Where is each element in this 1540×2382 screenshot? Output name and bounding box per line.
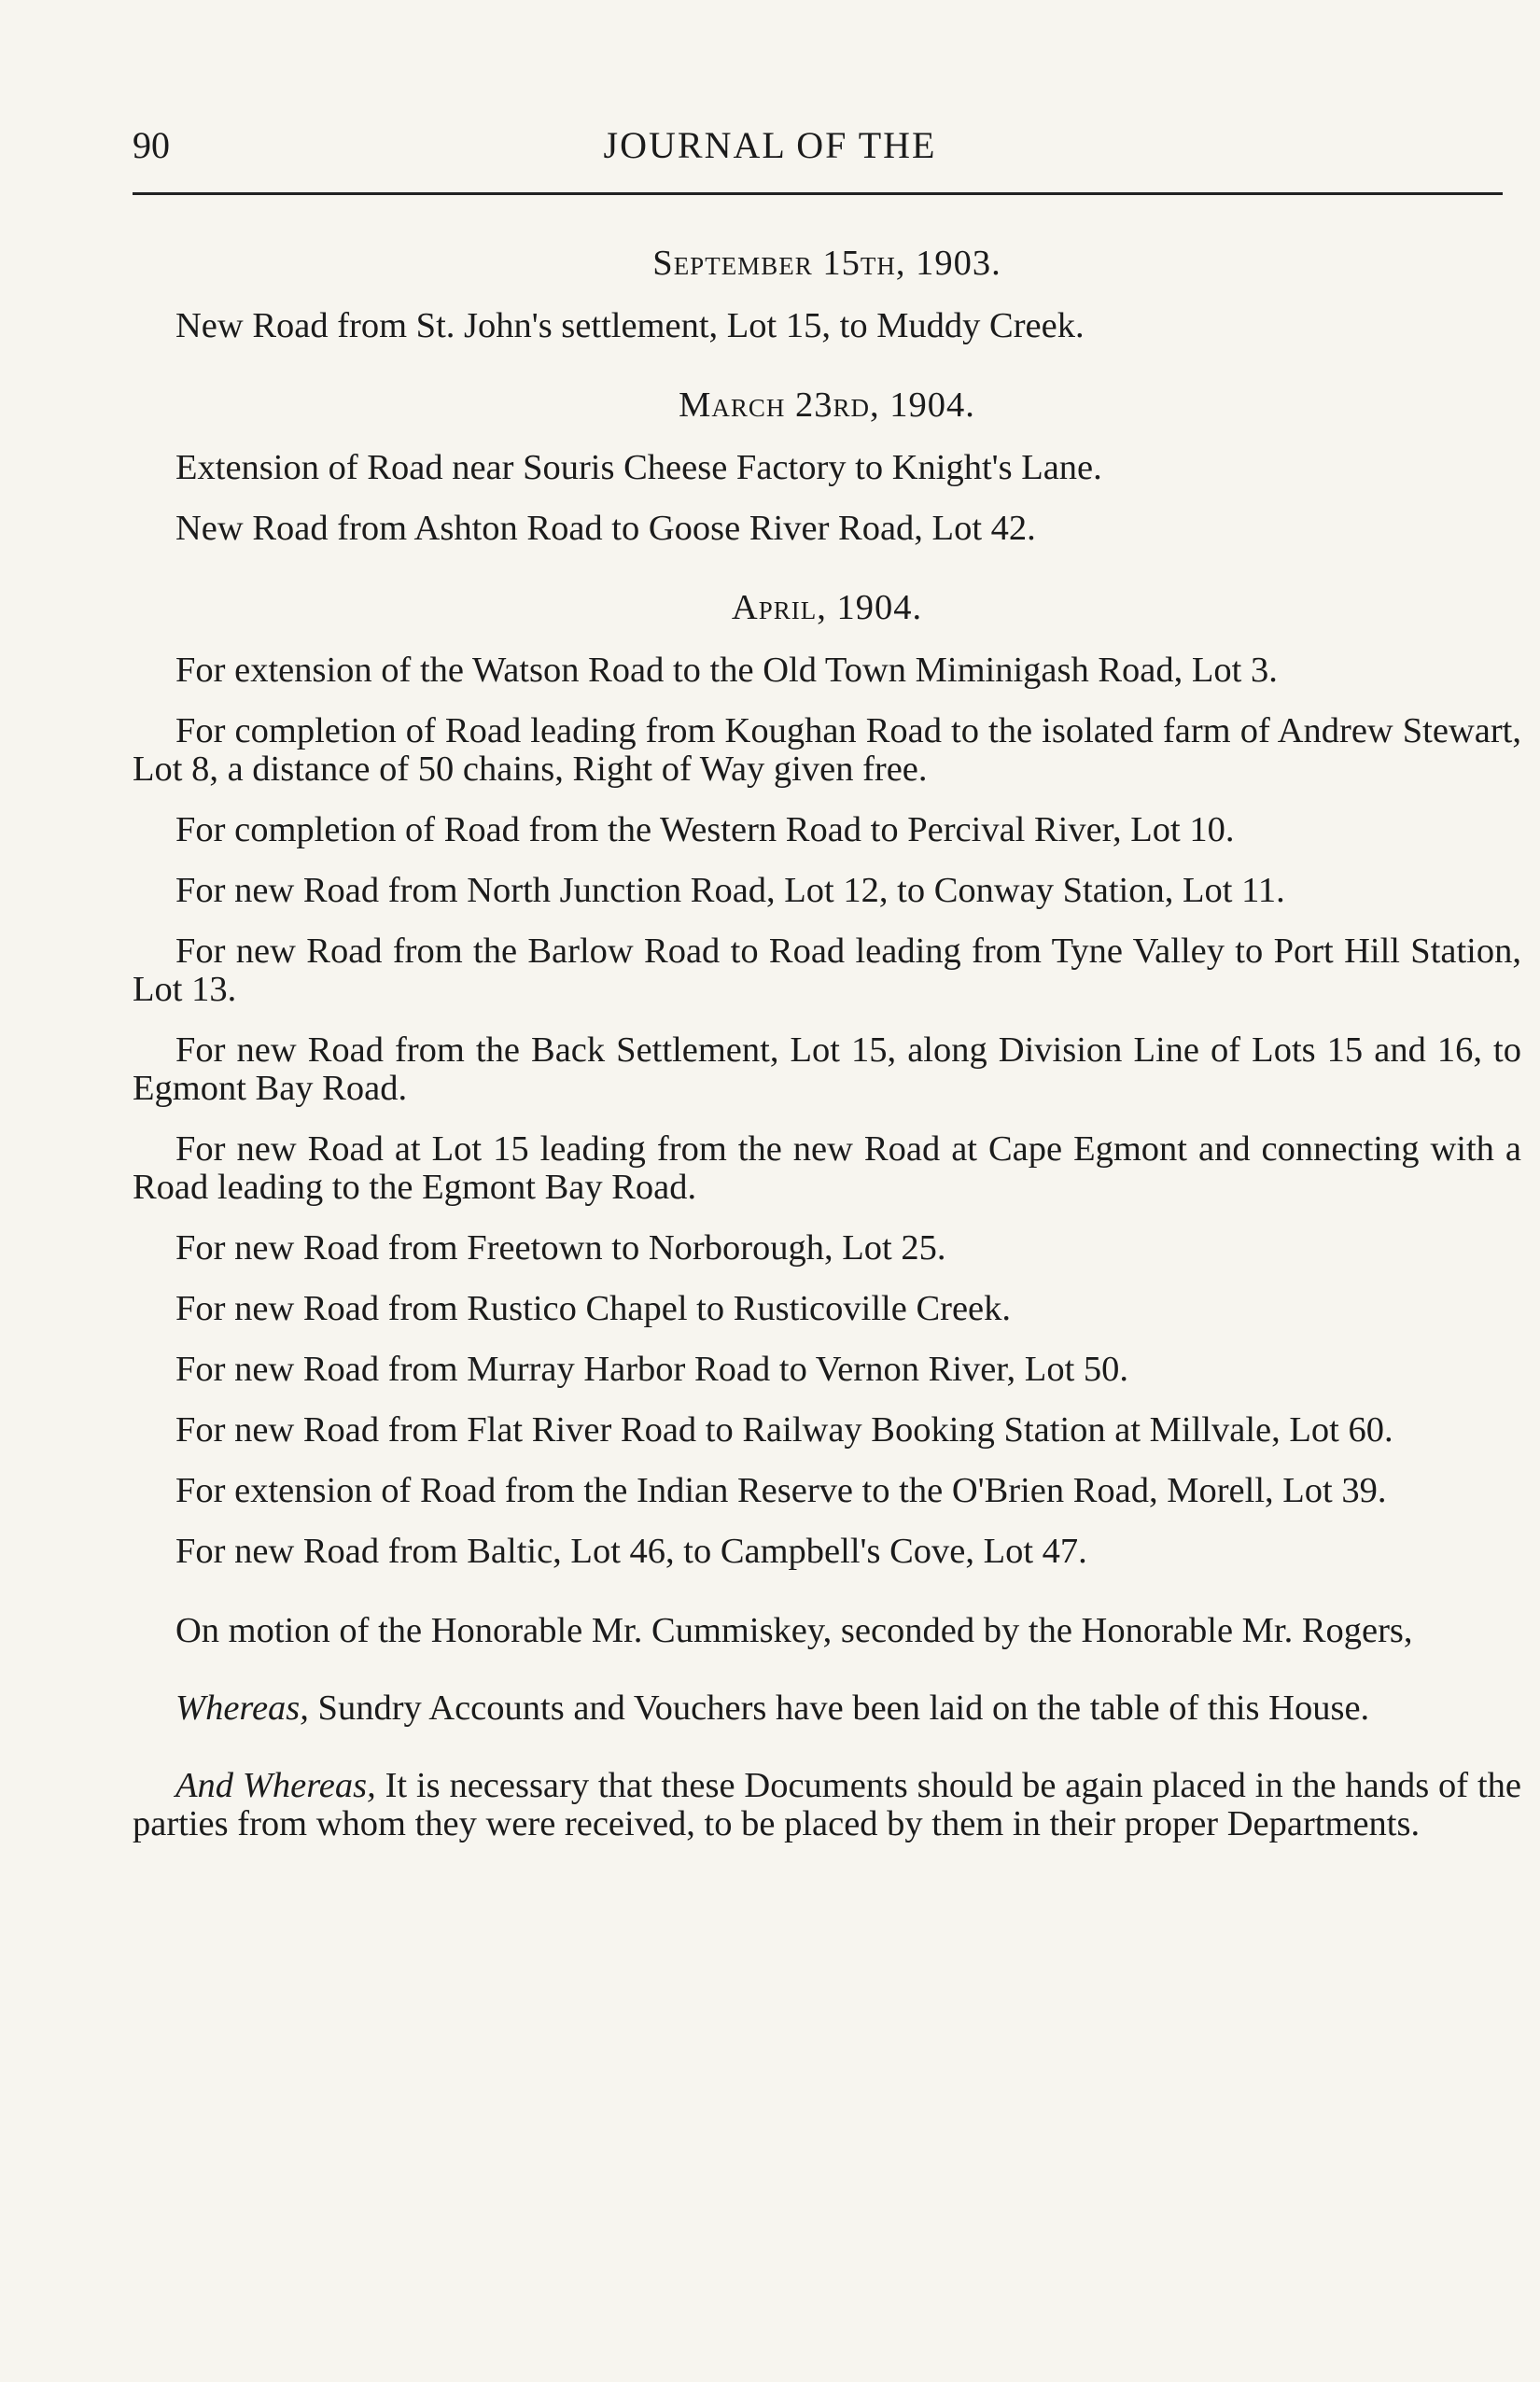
header-rule	[133, 192, 1503, 195]
page-number: 90	[133, 124, 170, 166]
road-item: For new Road from North Junction Road, Lot 12, to Conway Station, Lot 11.	[175, 871, 1285, 910]
road-item: New Road from St. John's settlement, Lot 15, to Muddy Creek.	[175, 306, 1085, 345]
whereas-clause	[133, 1689, 1521, 1728]
running-head: JOURNAL OF THE	[603, 124, 937, 166]
road-item: For completion of Road leading from Koughan Road to the isolated farm of Andrew Stewart, Lot 8, a distance of 50 chains, Right of Way given free.	[133, 711, 1521, 789]
road-item: Extension of Road near Souris Cheese Factory to Knight's Lane.	[175, 448, 1102, 487]
clause-lead: And Whereas,	[175, 1766, 376, 1805]
date-heading: March 23rd, 1904.	[679, 385, 975, 425]
section-april-1904	[133, 589, 1521, 1571]
section-september-1903	[133, 245, 1521, 345]
clause-text: Sundry Accounts and Vouchers have been laid on the table of this House.	[308, 1688, 1370, 1728]
road-item: For new Road from Flat River Road to Railway Booking Station at Millvale, Lot 60.	[175, 1410, 1393, 1450]
road-item: For new Road from the Back Settlement, Lot 15, along Division Line of Lots 15 and 16, to Egmont Bay Road.	[133, 1030, 1521, 1108]
section-march-1904	[133, 386, 1521, 548]
road-item: For completion of Road from the Western Road to Percival River, Lot 10.	[175, 810, 1235, 849]
road-item: For new Road at Lot 15 leading from the new Road at Cape Egmont and connecting with a Road leading to the Egmont Bay Road.	[133, 1129, 1521, 1207]
and-whereas-clause	[133, 1767, 1521, 1843]
road-item: New Road from Ashton Road to Goose River Road, Lot 42.	[175, 509, 1036, 548]
road-item: For new Road from Murray Harbor Road to Vernon River, Lot 50.	[175, 1350, 1129, 1389]
road-item: For new Road from Rustico Chapel to Rusticoville Creek.	[175, 1289, 1011, 1328]
date-heading: April, 1904.	[731, 588, 923, 627]
road-item: For new Road from the Barlow Road to Road leading from Tyne Valley to Port Hill Station, Lot 13.	[133, 932, 1521, 1009]
clause-text: It is necessary that these Documents should be again placed in the hands of the parties from whom they were received, to be placed by them in their proper Departments.	[133, 1766, 1521, 1843]
date-heading: September 15th, 1903.	[652, 244, 1001, 283]
page-body	[133, 245, 1521, 1866]
road-item: For extension of Road from the Indian Reserve to the O'Brien Road, Morell, Lot 39.	[175, 1471, 1387, 1510]
road-item: For new Road from Freetown to Norborough, Lot 25.	[175, 1228, 946, 1268]
motion-paragraph: On motion of the Honorable Mr. Cummiskey, seconded by the Honorable Mr. Rogers,	[175, 1611, 1413, 1650]
clause-lead: Whereas,	[175, 1688, 309, 1728]
road-item: For new Road from Baltic, Lot 46, to Campbell's Cove, Lot 47.	[175, 1532, 1087, 1571]
road-item: For extension of the Watson Road to the Old Town Miminigash Road, Lot 3.	[175, 651, 1278, 690]
